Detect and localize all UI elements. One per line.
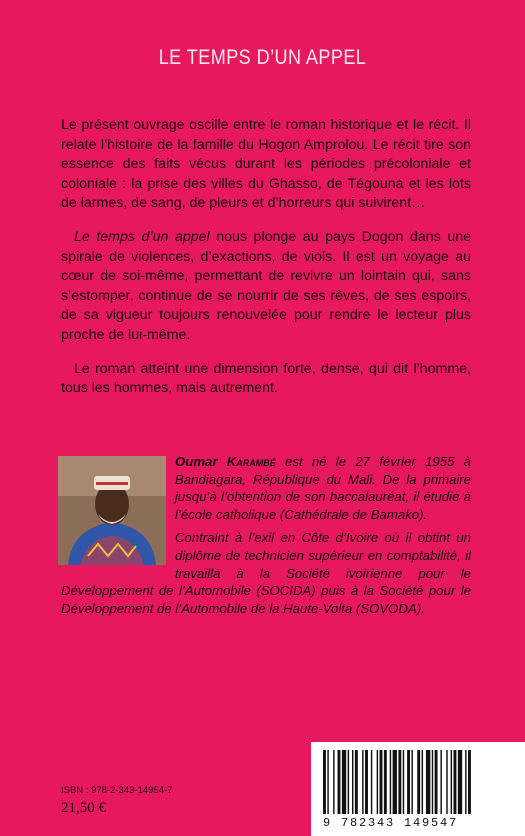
barcode-bar [398, 750, 401, 814]
author-first-name: Oumar [175, 454, 227, 469]
barcode-bar [371, 750, 372, 814]
barcode-bar [403, 750, 404, 814]
synopsis-paragraph-1: Le présent ouvrage oscille entre le roman historique et le récit. Il relate l’histoire de la famille du Hogon Amprolou. Le récit tire son essence des faits vécus durant les périodes précoloniale et coloniale : la prise des villes du Ghasso, de Tégouna et les lots de larmes, de sang, de pleurs et d’horreurs qui suivirent… [61, 117, 471, 212]
barcode-bar [435, 750, 438, 814]
synopsis-paragraph-2-text: nous plonge au pays Dogon dans une spirale de violences, d’exactions, de viols. Il est un voyage au cœur de soi-même, permettant de revivre un lointain qui, sans s’estomper, continue de se nourrir de ses rêves, de ses espoirs, de sa vigueur toujours renouvelée pour rendre le lecteur plus proche de lui-même. [61, 228, 471, 343]
barcode-bar [451, 750, 452, 814]
photo-spacer [61, 453, 175, 569]
barcode-bar [468, 750, 471, 814]
barcode-bar [384, 750, 387, 814]
synopsis-book-title: Le temps d’un appel [74, 228, 210, 245]
barcode-digits: 9 782343 149547 [323, 816, 459, 830]
barcode-bar [338, 750, 341, 814]
barcode-bar [422, 750, 423, 814]
barcode-bar [454, 750, 457, 814]
barcode-bar [333, 750, 334, 814]
barcode-bar [465, 750, 466, 814]
barcode-bar [417, 750, 420, 814]
barcode-bar [348, 750, 349, 814]
barcode-bar [355, 750, 358, 814]
barcode-bar [411, 750, 412, 814]
barcode-bar [365, 750, 368, 814]
barcode-bar [327, 750, 328, 814]
isbn: ISBN : 978-2-343-14954-7 [61, 785, 173, 796]
synopsis-paragraph-3: Le roman atteint une dimension forte, dense, qui dit l’homme, tous les hommes, mais autrement. [61, 360, 471, 397]
barcode-bar [342, 750, 346, 814]
barcode-bar [377, 750, 378, 814]
barcode-bar [352, 750, 353, 814]
synopsis [61, 116, 471, 413]
barcode-bar [407, 750, 410, 814]
barcode-bar [362, 750, 363, 814]
author-last-name: Karambé [226, 454, 276, 469]
barcode-bar [432, 750, 433, 814]
barcode-box [311, 742, 525, 836]
price: 21,50 € [61, 800, 106, 816]
barcode-bar [446, 750, 447, 814]
barcode-bar [390, 750, 391, 814]
author-bio-paragraph-2: Contraint à l’exil en Côte d’Ivoire où il obtint un diplôme de technicien supérieur en comptabilité, il travailla à la Société ivoirienne pour le Développement de l’Automobile (SOCIDA) puis à la Société pour le Développement de l’Automobile de la Haute-Volta (SOVODA). [61, 530, 471, 616]
barcode-bar [380, 750, 383, 814]
barcode-bar [458, 750, 462, 814]
author-name [175, 454, 276, 469]
barcode-bar [323, 750, 326, 814]
author-bio-text-1: est né le 27 février 1955 à Bandiagara, République du Mali. De la primaire jusqu’à l’obtention de son baccalauréat, il étudie à l’école catholique (Cathédrale de Bamako). [175, 454, 471, 522]
book-title: LE TEMPS D’UN APPEL [158, 46, 367, 69]
barcode-bar [440, 750, 441, 814]
author-bio [61, 453, 471, 623]
barcode-bar [426, 750, 430, 814]
synopsis-paragraph-2 [61, 228, 471, 346]
barcode-icon [323, 750, 515, 814]
barcode-bar [393, 750, 397, 814]
